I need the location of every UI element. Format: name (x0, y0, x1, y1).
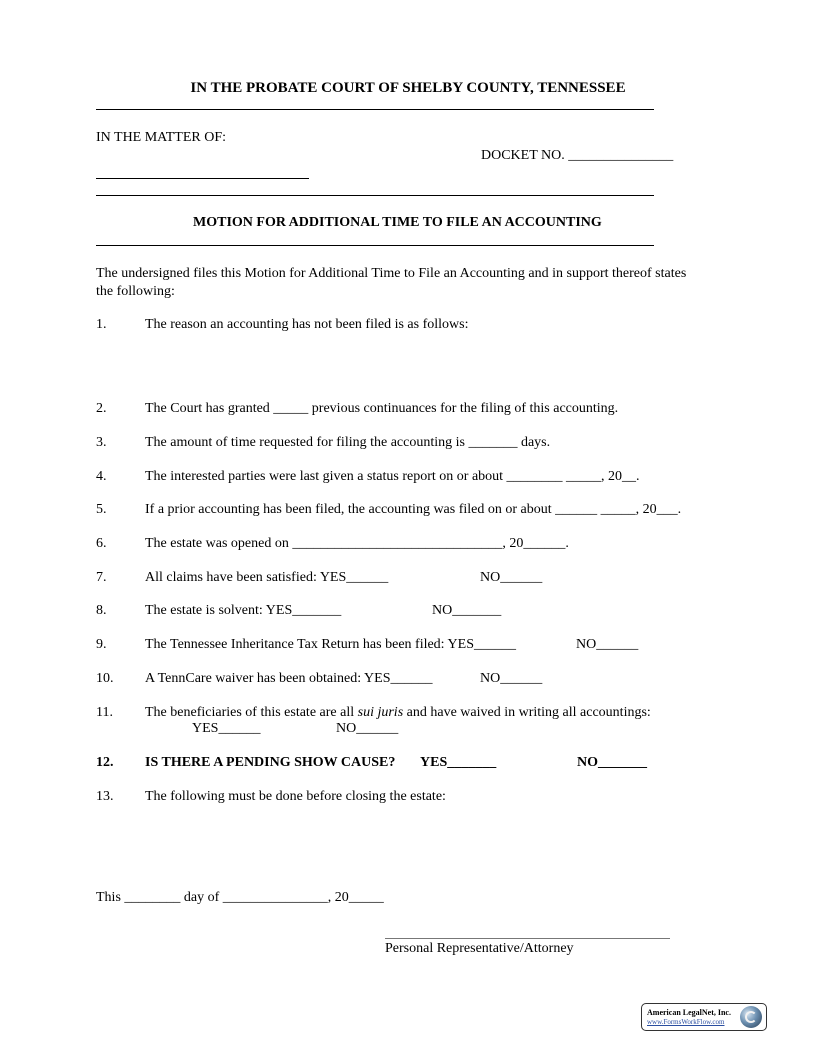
item-solvent-no[interactable]: NO_______ (432, 603, 502, 618)
american-legalnet-logo (641, 1003, 767, 1031)
item-number: 7. (96, 570, 107, 585)
item-sui-juris-italic: sui juris (357, 705, 404, 720)
court-title: IN THE PROBATE COURT OF SHELBY COUNTY, TENNESSEE (190, 80, 626, 96)
item-tenncare-yes[interactable]: A TennCare waiver has been obtained: YES______ (145, 671, 433, 686)
item-number: 2. (96, 401, 107, 416)
matter-name-line[interactable] (96, 178, 309, 179)
item-number: 12. (96, 755, 114, 770)
logo-url[interactable]: www.FormsWorkFlow.com (647, 1018, 725, 1026)
item-claims-satisfied-no[interactable]: NO______ (480, 570, 543, 585)
item-show-cause: IS THERE A PENDING SHOW CAUSE? (145, 755, 396, 770)
show-cause-yes-blank[interactable]: _______ (447, 755, 497, 770)
item-number: 10. (96, 671, 114, 686)
matter-label: IN THE MATTER OF: (96, 130, 227, 145)
item-closing-tasks: The following must be done before closing the estate: (145, 789, 446, 804)
item-number: 5. (96, 502, 107, 517)
item-number: 13. (96, 789, 114, 804)
item-show-cause-yes[interactable] (420, 755, 496, 771)
item-time-requested[interactable]: The amount of time requested for filing the accounting is _______ days. (145, 435, 551, 450)
divider-matter (96, 195, 654, 196)
logo-company: American LegalNet, Inc. (647, 1008, 731, 1017)
item-sui-juris-no[interactable]: NO______ (336, 721, 399, 736)
item-number: 8. (96, 603, 107, 618)
item-tax-return-yes[interactable]: The Tennessee Inheritance Tax Return has been filed: YES______ (145, 637, 516, 652)
item-reason: The reason an accounting has not been filed is as follows: (145, 317, 469, 332)
item-continuances[interactable]: The Court has granted _____ previous continuances for the filing of this accounting. (145, 401, 619, 416)
item-number: 6. (96, 536, 107, 551)
divider-top (96, 109, 654, 110)
show-cause-no-blank[interactable]: _______ (598, 755, 647, 770)
show-cause-yes-label: YES (420, 755, 448, 770)
item-sui-juris-before: The beneficiaries of this estate are all (145, 705, 358, 720)
item-sui-juris-yes[interactable]: YES______ (192, 721, 261, 736)
item-tenncare-no[interactable]: NO______ (480, 671, 543, 686)
show-cause-no-label: NO (577, 755, 598, 770)
item-number: 9. (96, 637, 107, 652)
globe-icon (740, 1006, 762, 1028)
item-number: 4. (96, 469, 107, 484)
item-prior-accounting[interactable]: If a prior accounting has been filed, the accounting was filed on or about ______ _____, 20___. (145, 502, 682, 517)
item-number: 11. (96, 705, 113, 720)
item-sui-juris-after: and have waived in writing all accountings: (403, 705, 651, 720)
item-status-report[interactable]: The interested parties were last given a status report on or about ________ _____, 20__. (145, 469, 640, 484)
item-estate-opened[interactable]: The estate was opened on ______________________________, 20______. (145, 536, 569, 551)
motion-title: MOTION FOR ADDITIONAL TIME TO FILE AN ACCOUNTING (193, 215, 602, 230)
item-show-cause-no[interactable] (577, 755, 647, 771)
item-number: 1. (96, 317, 107, 332)
signature-line[interactable] (385, 938, 670, 939)
item-sui-juris (145, 705, 651, 721)
item-tax-return-no[interactable]: NO______ (576, 637, 639, 652)
intro-line-2: the following: (96, 284, 175, 299)
item-number: 3. (96, 435, 107, 450)
divider-title (96, 245, 654, 246)
docket-number-field[interactable]: DOCKET NO. _______________ (481, 148, 674, 163)
item-solvent-yes[interactable]: The estate is solvent: YES_______ (145, 603, 342, 618)
item-claims-satisfied-yes[interactable]: All claims have been satisfied: YES______ (145, 570, 389, 585)
date-line[interactable]: This ________ day of _______________, 20_____ (96, 890, 384, 905)
signature-label: Personal Representative/Attorney (385, 941, 574, 956)
intro-line-1: The undersigned files this Motion for Additional Time to File an Accounting and in support thereof states (96, 266, 687, 281)
